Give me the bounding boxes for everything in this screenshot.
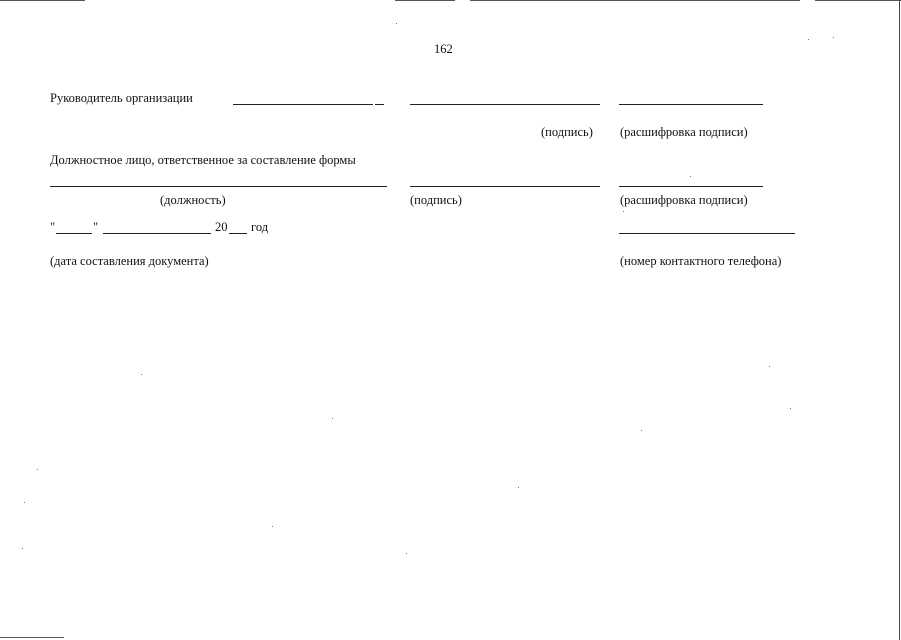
date-year-suffix: год — [251, 220, 269, 234]
scan-speck — [690, 176, 691, 177]
page-number: 162 — [434, 42, 453, 56]
date-close-quote: " — [93, 220, 99, 234]
scan-edge-bottom-left — [0, 637, 64, 638]
date-caption: (дата составления документа) — [50, 254, 209, 268]
scan-speck — [396, 23, 397, 24]
head-decoding-line — [619, 104, 763, 105]
date-year-line — [229, 233, 247, 234]
scan-speck — [406, 553, 407, 554]
phone-number-line — [619, 233, 795, 234]
head-signature-caption: (подпись) — [541, 125, 593, 139]
scan-edge-top-far-right — [815, 0, 901, 1]
head-decoding-caption: (расшифровка подписи) — [620, 125, 748, 139]
scan-speck — [641, 430, 642, 431]
date-open-quote: " — [50, 220, 56, 234]
head-signature-line — [410, 104, 600, 105]
scan-speck — [37, 469, 38, 470]
date-day-line — [56, 233, 92, 234]
scan-speck — [22, 548, 23, 549]
responsible-position-caption: (должность) — [160, 193, 226, 207]
date-year-prefix: 20 — [215, 220, 228, 234]
responsible-signature-line — [410, 186, 600, 187]
head-of-organization-label: Руководитель организации — [50, 91, 193, 105]
head-position-line-tail — [375, 104, 384, 105]
scan-speck — [272, 526, 273, 527]
responsible-decoding-line — [619, 186, 763, 187]
scan-speck — [24, 502, 25, 503]
scan-speck — [790, 408, 791, 409]
scan-speck — [332, 418, 333, 419]
scan-edge-top-right — [470, 0, 800, 1]
scan-edge-right — [899, 0, 900, 640]
scan-speck — [769, 366, 770, 367]
scan-speck — [623, 211, 624, 212]
responsible-signature-caption: (подпись) — [410, 193, 462, 207]
scan-edge-top-mid — [395, 0, 455, 1]
date-month-line — [103, 233, 211, 234]
responsible-decoding-caption: (расшифровка подписи) — [620, 193, 748, 207]
responsible-position-line — [50, 186, 387, 187]
scan-speck — [518, 487, 519, 488]
responsible-official-label: Должностное лицо, ответственное за составление формы — [50, 153, 356, 167]
scan-speck — [833, 37, 834, 38]
head-position-line — [233, 104, 373, 105]
phone-caption: (номер контактного телефона) — [620, 254, 782, 268]
scan-edge-top-left — [0, 0, 85, 1]
scan-speck — [141, 374, 142, 375]
scan-speck — [808, 39, 809, 40]
